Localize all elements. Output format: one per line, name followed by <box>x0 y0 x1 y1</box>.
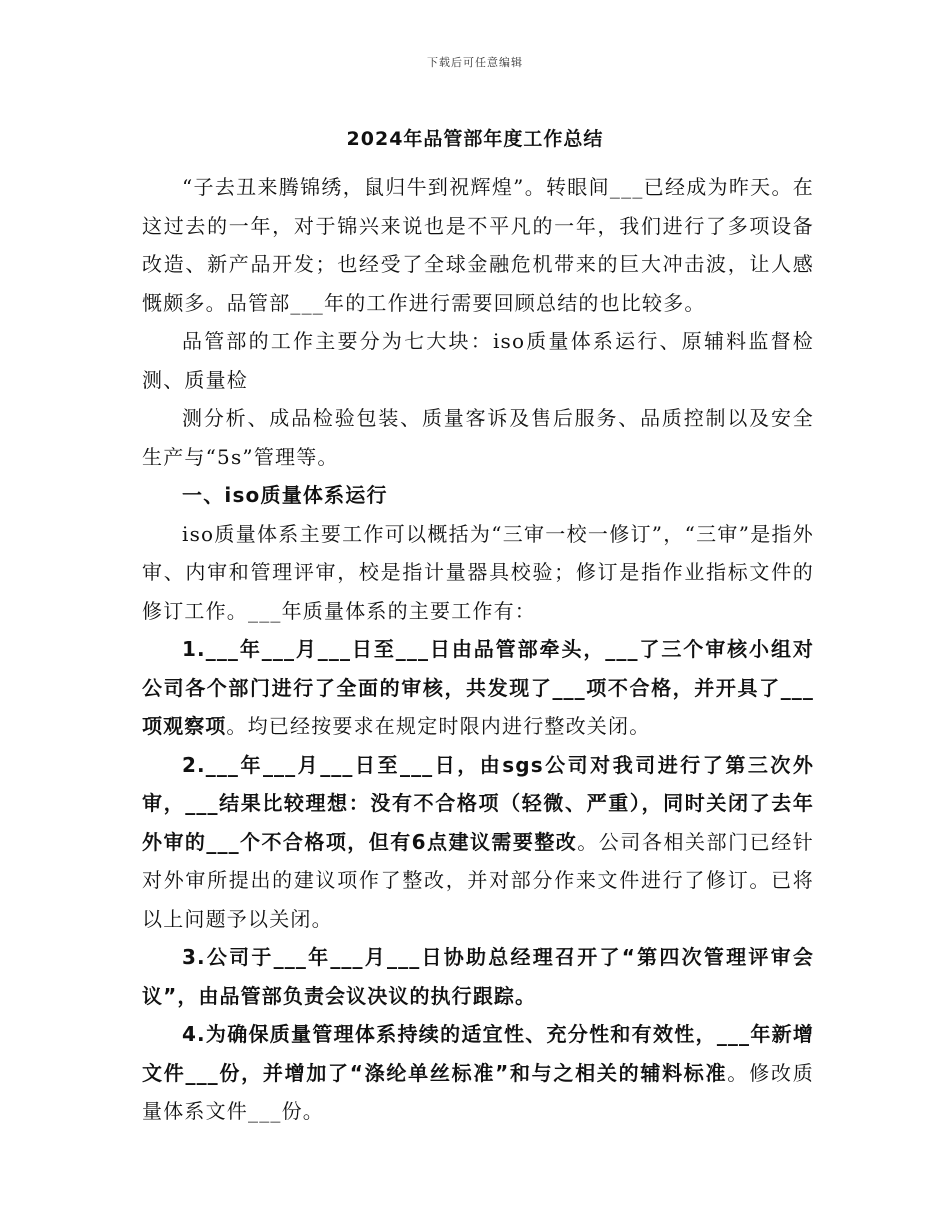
intro-paragraph: “子去丑来腾锦绣，鼠归牛到祝辉煌”。转眼间___已经成为昨天。在这过去的一年，对于锦兴来说也是不平凡的一年，我们进行了多项设备改造、新产品开发；也经受了全球金融危机带来的巨大冲击波，让人感慨颇多。品管部___年的工作进行需要回顾总结的也比较多。 <box>142 175 814 315</box>
list-item-emphasis: 2.___年___月___日至___日，由sgs公司对我司进行了第三次外审，___结果比较理想：没有不合格项（轻微、严重），同时关闭了去年外审的___个不合格项，但有6点建议需要整改 <box>142 752 814 854</box>
scope-paragraph-part1: 品管部的工作主要分为七大块：iso质量体系运行、原辅料监督检测、质量检 <box>142 329 814 392</box>
scope-paragraph-part2: 测分析、成品检验包装、质量客诉及售后服务、品质控制以及安全生产与“5s”管理等。 <box>142 406 814 469</box>
list-item <box>142 630 814 746</box>
section-heading-iso: 一、iso质量体系运行 <box>182 483 388 507</box>
list-item <box>142 746 814 939</box>
list-item-emphasis: 1.___年___月___日至___日由品管部牵头，___了三个审核小组对公司各个部门进行了全面的审核，共发现了___项不合格，并开具了___项观察项 <box>142 637 814 738</box>
list-item-text: 。修改质量体系文件___份。 <box>142 1060 814 1123</box>
section-intro-paragraph: iso质量体系主要工作可以概括为“三审一校一修订”，“三审”是指外审、内审和管理评审，校是指计量器具校验；修订是指作业指标文件的修订工作。___年质量体系的主要工作有： <box>142 521 814 623</box>
list-item-emphasis: 4.为确保质量管理体系持续的适宜性、充分性和有效性，___年新增文件___份，并增加了“涤纶单丝标准”和与之相关的辅料标准 <box>142 1022 814 1085</box>
document-body <box>142 168 814 1131</box>
list-item-emphasis: 3.公司于___年___月___日协助总经理召开了“第四次管理评审会议”，由品管部负责会议决议的执行跟踪。 <box>142 945 814 1008</box>
page-header-note: 下载后可任意编辑 <box>427 56 523 69</box>
list-item-text: 。均已经按要求在规定时限内进行整改关闭。 <box>226 714 651 738</box>
list-item <box>142 938 814 1015</box>
list-item <box>142 1015 814 1131</box>
list-item-text: 。公司各相关部门已经针对外审所提出的建议项作了整改，并对部分作来文件进行了修订。已将以上问题予以关闭。 <box>142 829 814 931</box>
document-title: 2024年品管部年度工作总结 <box>346 128 604 150</box>
